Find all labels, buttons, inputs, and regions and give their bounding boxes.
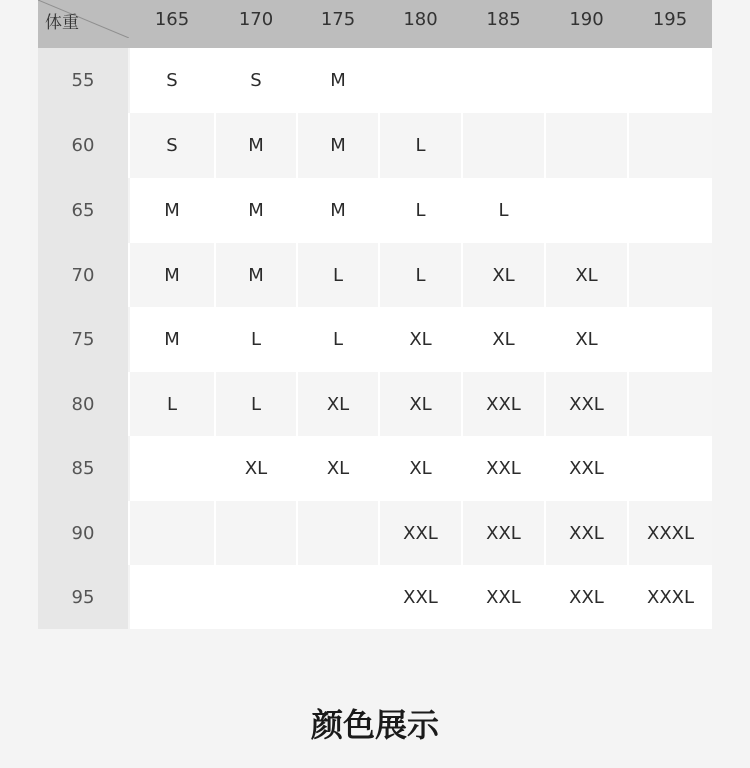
size-cell (215, 565, 297, 629)
size-cell: M (297, 48, 379, 113)
size-cell (545, 113, 628, 178)
size-cell: L (215, 372, 297, 436)
size-cell (215, 501, 297, 565)
size-cell: L (462, 178, 545, 243)
table-row (38, 243, 712, 307)
size-cell: XL (379, 307, 462, 372)
weight-cell: 90 (38, 501, 129, 565)
size-cell (628, 436, 712, 501)
table-row (38, 113, 712, 178)
size-chart-table (38, 0, 712, 629)
table-row (38, 436, 712, 501)
size-cell: XXXL (628, 501, 712, 565)
size-cell: S (129, 48, 215, 113)
size-cell (545, 48, 628, 113)
size-cell: XL (297, 436, 379, 501)
size-cell: M (129, 243, 215, 307)
size-cell (129, 436, 215, 501)
weight-cell: 60 (38, 113, 129, 178)
size-cell: XL (545, 243, 628, 307)
weight-cell: 75 (38, 307, 129, 372)
height-header: 175 (297, 0, 379, 48)
size-cell: L (297, 307, 379, 372)
size-cell (129, 565, 215, 629)
size-cell: M (215, 178, 297, 243)
weight-cell: 70 (38, 243, 129, 307)
size-cell (129, 501, 215, 565)
weight-cell: 95 (38, 565, 129, 629)
size-cell (628, 178, 712, 243)
size-cell (462, 48, 545, 113)
size-cell: XXL (462, 501, 545, 565)
weight-cell: 65 (38, 178, 129, 243)
size-cell: L (297, 243, 379, 307)
size-cell: L (379, 243, 462, 307)
size-cell: M (129, 178, 215, 243)
weight-cell: 55 (38, 48, 129, 113)
height-header: 180 (379, 0, 462, 48)
table-row (38, 501, 712, 565)
table-row (38, 307, 712, 372)
size-cell: M (215, 243, 297, 307)
size-cell: XL (215, 436, 297, 501)
table-row (38, 565, 712, 629)
size-cell: M (297, 178, 379, 243)
size-cell: XXL (462, 565, 545, 629)
height-header: 185 (462, 0, 545, 48)
size-cell (545, 178, 628, 243)
size-cell: XXL (462, 372, 545, 436)
height-header: 195 (628, 0, 712, 48)
table-row (38, 48, 712, 113)
weight-axis-label: 体重 (45, 13, 79, 33)
size-cell: L (379, 113, 462, 178)
size-cell (628, 372, 712, 436)
size-cell: XXL (545, 436, 628, 501)
size-cell: L (215, 307, 297, 372)
size-cell: XL (297, 372, 379, 436)
size-cell: M (129, 307, 215, 372)
size-cell: XL (462, 307, 545, 372)
size-cell: XXL (462, 436, 545, 501)
size-cell: M (215, 113, 297, 178)
size-cell (462, 113, 545, 178)
size-cell: XXL (545, 565, 628, 629)
size-cell: XXXL (628, 565, 712, 629)
size-cell: XXL (379, 565, 462, 629)
height-header: 190 (545, 0, 628, 48)
weight-cell: 85 (38, 436, 129, 501)
size-cell: L (379, 178, 462, 243)
size-cell: L (129, 372, 215, 436)
size-cell: XL (545, 307, 628, 372)
table-row (38, 372, 712, 436)
size-cell: XL (379, 436, 462, 501)
size-cell (297, 501, 379, 565)
height-header-row (38, 0, 712, 48)
height-header: 170 (215, 0, 297, 48)
section-title: 颜色展示 (310, 706, 439, 744)
size-cell: XXL (379, 501, 462, 565)
weight-cell: 80 (38, 372, 129, 436)
size-cell (379, 48, 462, 113)
size-cell: XL (379, 372, 462, 436)
size-cell (297, 565, 379, 629)
size-cell: XXL (545, 372, 628, 436)
size-cell: S (215, 48, 297, 113)
table-row (38, 178, 712, 243)
size-cell: XL (462, 243, 545, 307)
size-cell: XXL (545, 501, 628, 565)
size-cell: S (129, 113, 215, 178)
size-cell (628, 113, 712, 178)
corner-cell (38, 0, 129, 48)
size-cell (628, 48, 712, 113)
height-header: 165 (129, 0, 215, 48)
size-cell (628, 307, 712, 372)
size-cell (628, 243, 712, 307)
size-cell: M (297, 113, 379, 178)
